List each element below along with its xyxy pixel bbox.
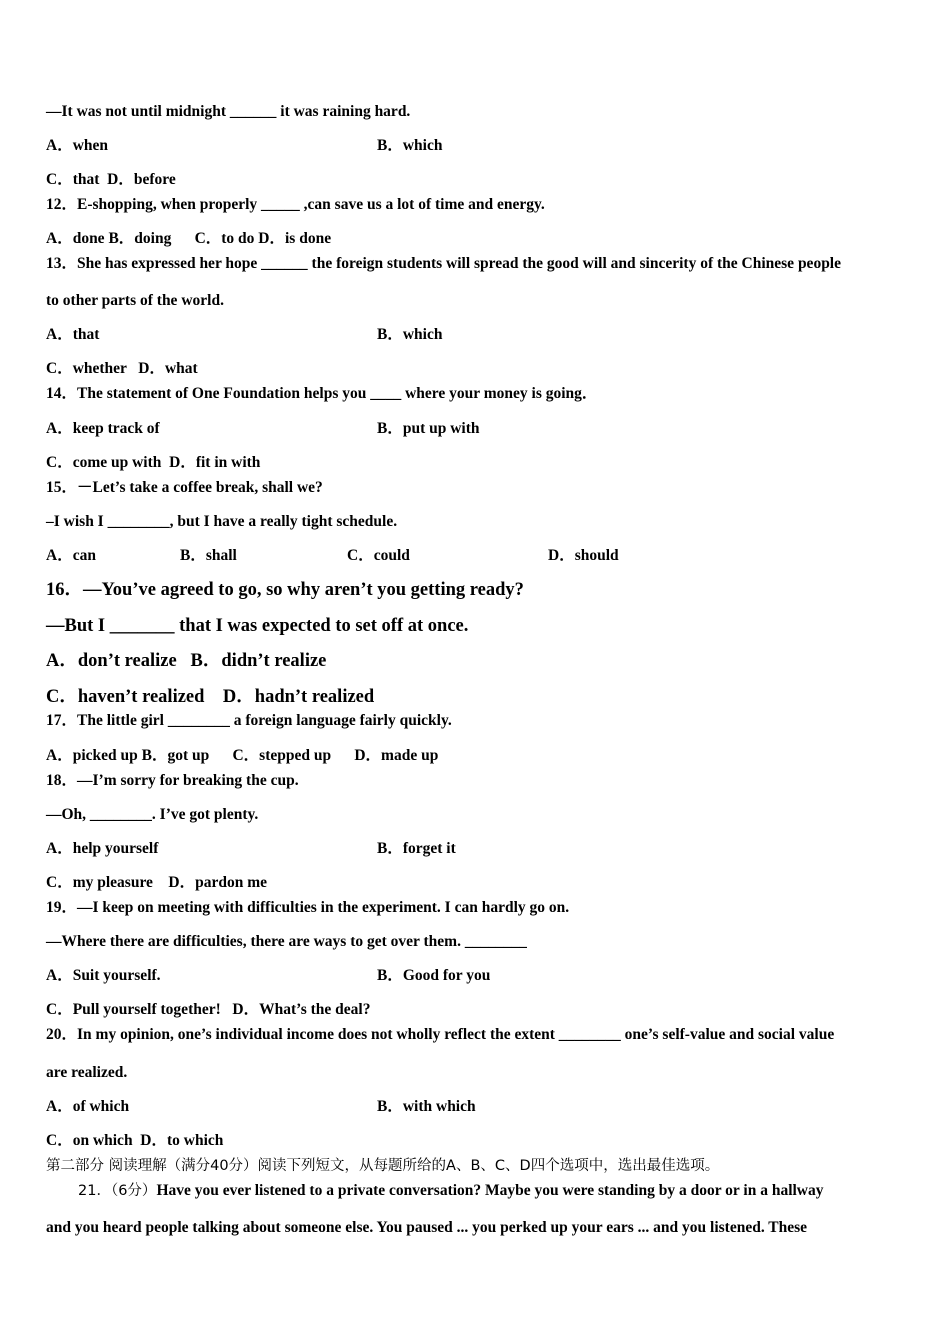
q20-stem-line1: 20．In my opinion, one’s individual income does not wholly reflect the extent ________ one’s self-value and social value	[46, 1026, 835, 1043]
q12-options: A．done B．doing C．to do D．is done	[46, 230, 332, 247]
q21-line1	[78, 1182, 824, 1200]
q19-options-cd: C．Pull yourself together! D．What’s the deal?	[46, 1001, 371, 1018]
part2-heading: 第二部分 阅读理解（满分40分）阅读下列短文，从每题所给的A、B、C、D四个选项中，选出最佳选项。	[46, 1158, 720, 1174]
q20-options-cd: C．on which D．to which	[46, 1132, 224, 1149]
q11-stem: —It was not until midnight ______ it was raining hard.	[46, 103, 411, 120]
q11-options-cd: C．that D．before	[46, 171, 176, 188]
q17-options: A．picked up B．got up C．stepped up D．made up	[46, 747, 439, 764]
q15-option-c: C．could	[347, 547, 410, 564]
q18-reply: —Oh, ________. I’ve got plenty.	[46, 806, 259, 823]
q13-option-b: B．which	[377, 326, 443, 343]
q16-options-cd: C．haven’t realized D．hadn’t realized	[46, 687, 375, 707]
q16-reply: —But I _______ that I was expected to set off at once.	[46, 616, 469, 636]
q14-option-a: A．keep track of	[46, 420, 160, 437]
q15-option-d: D．should	[548, 547, 619, 564]
q13-options-cd: C．whether D．what	[46, 360, 198, 377]
q21-prefix: 21．（6分）	[78, 1183, 157, 1199]
q14-stem: 14．The statement of One Foundation helps you ____ where your money is going．	[46, 385, 598, 402]
q13-stem-line2: to other parts of the world.	[46, 292, 224, 309]
q11-option-a: A．when	[46, 137, 109, 154]
q19-stem: 19．—I keep on meeting with difficulties in the experiment. I can hardly go on.	[46, 899, 570, 916]
q13-stem-line1: 13．She has expressed her hope ______ the foreign students will spread the good will and sincerity of the Chinese people	[46, 255, 841, 272]
q15-option-a: A．can	[46, 547, 96, 564]
q14-options-cd: C．come up with D．fit in with	[46, 454, 261, 471]
q18-options-cd: C．my pleasure D．pardon me	[46, 874, 268, 891]
q19-option-a: A．Suit yourself.	[46, 967, 161, 984]
q18-option-b: B．forget it	[377, 840, 456, 857]
q19-option-b: B．Good for you	[377, 967, 491, 984]
q11-option-b: B．which	[377, 137, 443, 154]
q14-option-b: B．put up with	[377, 420, 480, 437]
q12-stem: 12．E-shopping, when properly _____ ,can save us a lot of time and energy.	[46, 196, 545, 213]
q16-stem: 16．—You’ve agreed to go, so why aren’t you getting ready?	[46, 580, 524, 600]
q15-reply: –I wish I ________, but I have a really tight schedule.	[46, 513, 398, 530]
q19-reply: —Where there are difficulties, there are ways to get over them. ________	[46, 933, 527, 950]
q15-option-b: B．shall	[180, 547, 237, 564]
q21-text-line2: and you heard people talking about someone else. You paused ... you perked up your ears ... and you listened. These	[46, 1219, 808, 1236]
q20-option-b: B．with which	[377, 1098, 476, 1115]
q20-option-a: A．of which	[46, 1098, 130, 1115]
q13-option-a: A．that	[46, 326, 100, 343]
q18-stem: 18．—I’m sorry for breaking the cup.	[46, 772, 299, 789]
q21-text-line1: Have you ever listened to a private conversation? Maybe you were standing by a door or in a hallway	[156, 1182, 824, 1199]
q17-stem: 17．The little girl ________ a foreign language fairly quickly.	[46, 712, 452, 729]
q20-stem-line2: are realized.	[46, 1064, 128, 1081]
q18-option-a: A．help yourself	[46, 840, 159, 857]
q16-options-ab: A．don’t realize B．didn’t realize	[46, 651, 327, 671]
q15-stem: 15．－Let’s take a coffee break, shall we?	[46, 479, 323, 496]
